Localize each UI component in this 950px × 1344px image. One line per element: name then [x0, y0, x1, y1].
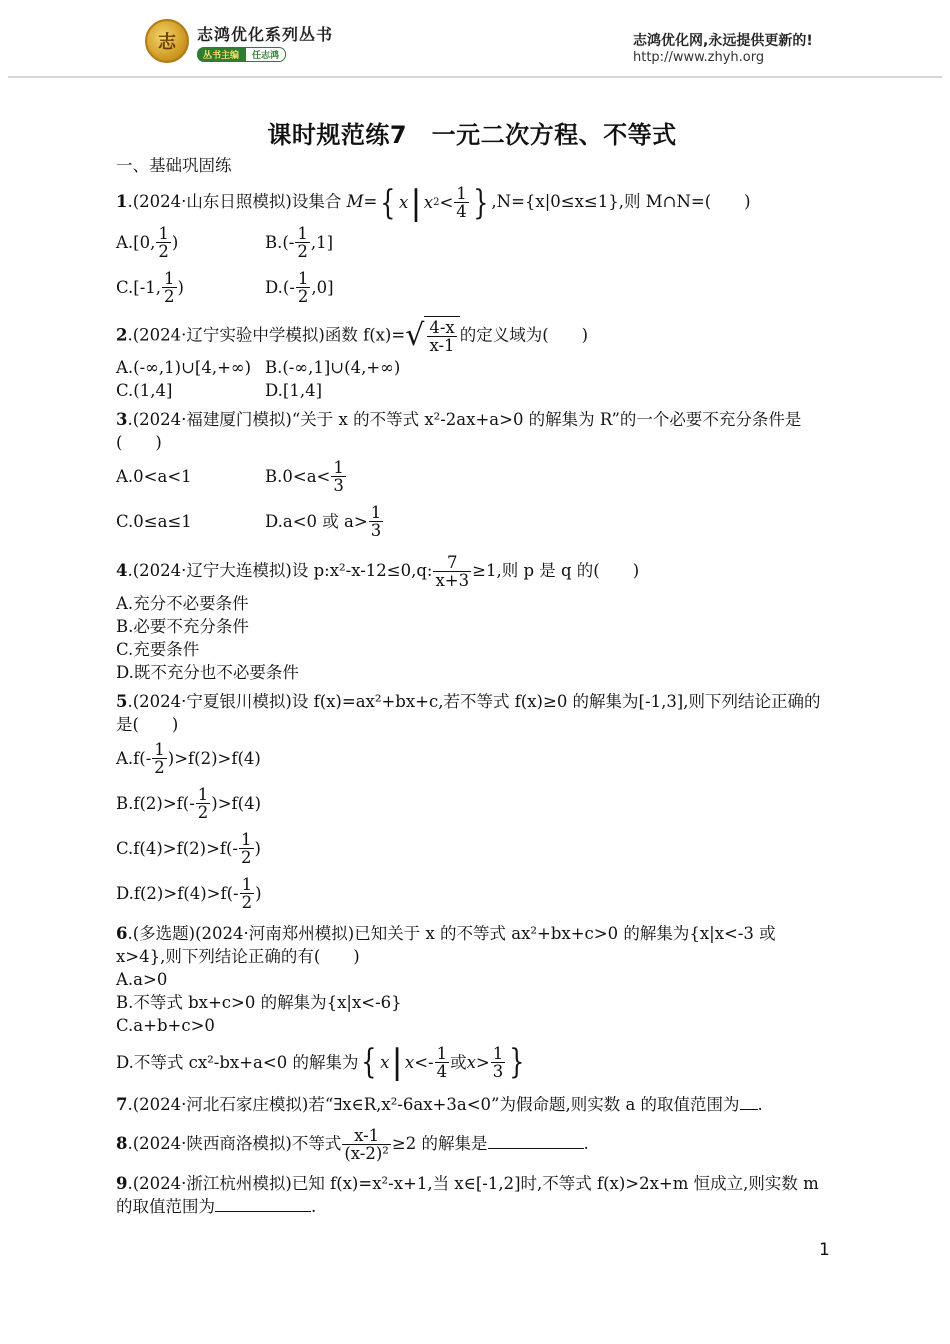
option-d[interactable]: D.a<0 或 a> $\frac{1}{3}$	[265, 503, 382, 540]
question-5-stem: 5.(2024·宁夏银川模拟)设 f(x)=ax²+bx+c,若不等式 f(x)≥0 的解集为[-1,3],则下列结论正确的是( )	[116, 692, 821, 734]
option-b[interactable]: B.(-∞,1]∪(4,+∞)	[265, 358, 401, 377]
worksheet-body	[116, 118, 901, 1224]
site-url-link[interactable]: http://www.zhyh.org	[633, 50, 765, 65]
question-3-stem: 3.(2024·福建厦门模拟)“关于 x 的不等式 x²-2ax+a>0 的解集为 R”的一个必要不充分条件是 ( )	[116, 410, 901, 452]
option-a[interactable]: A.[0, $\frac{1}{2}$ )	[116, 224, 179, 261]
question-9: 9.(2024·浙江杭州模拟)已知 f(x)=x²-x+1,当 x∈[-1,2]时,不等式 f(x)>2x+m 恒成立,则实数 m 的取值范围为 .	[116, 1174, 819, 1216]
fraction: $\frac{1}{4}$	[456, 184, 467, 221]
question-4-stem: 4.(2024·辽宁大连模拟)设 p:x²-x-12≤0,q: $\frac{7}{x+3}$ ≥1,则 p 是 q 的( )	[116, 552, 640, 590]
option-c[interactable]: C.[-1, $\frac{1}{2}$ )	[116, 269, 184, 306]
option-b[interactable]: B.不等式 bx+c>0 的解集为{x|x<-6}	[116, 993, 402, 1012]
option-a[interactable]: A.(-∞,1)∪[4,+∞)	[116, 358, 252, 377]
header-divider	[8, 76, 942, 78]
question-6	[116, 922, 828, 1087]
question-2	[116, 316, 828, 402]
option-d[interactable]: D.f(2)>f(4)>f(- $\frac{1}{2}$ )	[116, 875, 262, 912]
question-6-stem: 6.(多选题)(2024·河南郑州模拟)已知关于 x 的不等式 ax²+bx+c>0 的解集为{x|x<-3 或 x>4},则下列结论正确的有( )	[116, 924, 776, 966]
option-d[interactable]: D.(- $\frac{1}{2}$ ,0]	[265, 269, 334, 306]
series-logo-emblem: 志	[145, 19, 189, 63]
question-4	[116, 550, 828, 684]
question-1-stem: 1.(2024·山东日照模拟)设集合 M= { x | x 2 < $\frac{1}{4}$ } ,N={x|0≤x≤1},则 M∩N=( )	[116, 182, 751, 223]
page-title: 课时规范练7 一元二次方程、不等式	[267, 121, 677, 149]
question-1	[116, 182, 828, 310]
option-a[interactable]: A.a>0	[116, 970, 168, 989]
option-b[interactable]: B.(- $\frac{1}{2}$ ,1]	[265, 224, 334, 261]
option-c[interactable]: C.f(4)>f(2)>f(- $\frac{1}{2}$ )	[116, 830, 261, 867]
option-a[interactable]: A.f(- $\frac{1}{2}$ )>f(2)>f(4)	[116, 740, 261, 777]
question-3	[116, 408, 901, 544]
question-8: 8.(2024·陕西商洛模拟)不等式 $\frac{x-1}{\text{(x-2)²}}$ ≥2 的解集是 .	[116, 1125, 589, 1163]
question-5-options	[116, 736, 828, 916]
answer-blank[interactable]	[488, 1132, 584, 1149]
question-2-options	[116, 356, 828, 402]
option-b[interactable]: B.f(2)>f(- $\frac{1}{2}$ )>f(4)	[116, 785, 262, 822]
question-5	[116, 690, 828, 916]
question-6-options	[116, 968, 828, 1087]
editor-label: 丛书主编	[197, 47, 245, 62]
page-header	[0, 0, 950, 80]
answer-blank[interactable]	[740, 1093, 758, 1110]
question-2-stem: 2.(2024·辽宁实验中学模拟)函数 f(x)= √ $\frac{4-x}{x-1}$ 的定义域为( )	[116, 318, 589, 355]
question-7: 7.(2024·河北石家庄模拟)若“∃x∈R,x²-6ax+3a<0”为假命题,则实数 a 的取值范围为 .	[116, 1095, 763, 1114]
square-root: √ $\frac{4-x}{x-1}$	[405, 316, 460, 356]
option-c[interactable]: C.充要条件	[116, 640, 200, 659]
site-slogan: 志鸿优化网,永远提供更新的!	[633, 33, 813, 49]
editor-name: 任志鸿	[245, 47, 286, 62]
answer-blank[interactable]	[215, 1195, 311, 1212]
page-number: 1	[819, 1240, 830, 1260]
option-b[interactable]: B.0<a< $\frac{1}{3}$	[265, 458, 344, 495]
option-c[interactable]: C.a+b+c>0	[116, 1016, 215, 1035]
option-c[interactable]: C.0≤a≤1	[116, 512, 192, 531]
question-1-options	[116, 220, 828, 310]
section-heading: 一、基础巩固练	[116, 156, 232, 175]
option-a[interactable]: A.0<a<1	[116, 467, 192, 486]
option-a[interactable]: A.充分不必要条件	[116, 594, 249, 613]
option-d[interactable]: D.既不充分也不必要条件	[116, 663, 299, 682]
series-brand-title: 志鸿优化系列丛书	[197, 25, 334, 44]
option-d[interactable]: D.[1,4]	[265, 381, 323, 400]
series-editor-badge	[197, 47, 286, 62]
option-c[interactable]: C.(1,4]	[116, 381, 173, 400]
option-b[interactable]: B.必要不充分条件	[116, 617, 249, 636]
option-d[interactable]: D.不等式 cx²-bx+a<0 的解集为 { x | x <- $\frac{1}{4}$ 或 x > $\frac{1}{3}$ }	[116, 1042, 525, 1082]
question-4-options	[116, 592, 828, 684]
question-3-options	[116, 454, 828, 544]
